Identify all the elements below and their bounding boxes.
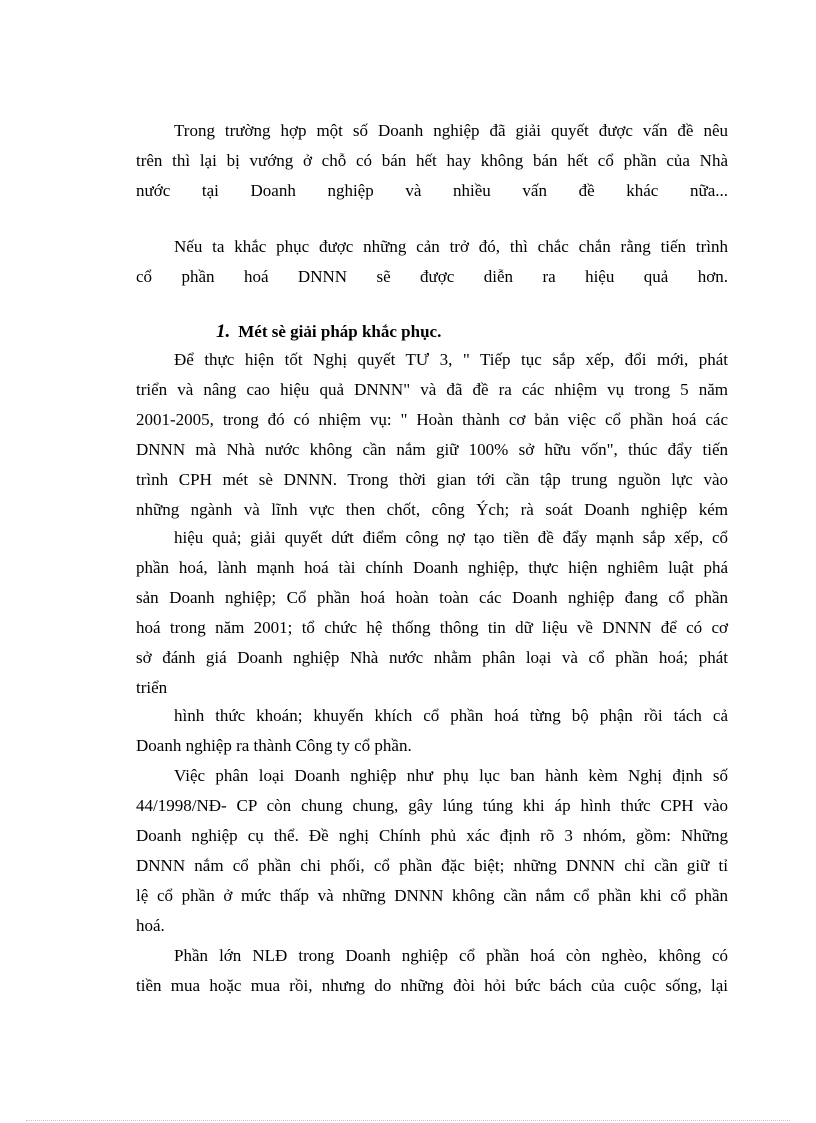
text-line: Việc phân loại Doanh nghiệp như phụ lục ban hành kèm Nghị định số [174,766,728,785]
text-line: hoá. [136,916,165,935]
text-line: hiệu quả; giải quyết dứt điểm công nợ tạo tiền đề đẩy mạnh sắp xếp, cổ [174,528,728,547]
section-heading [216,322,441,342]
text-line: tiền mua hoặc mua rồi, nhưng do những đòi hỏi bức bách của cuộc sống, lại [136,976,728,995]
text-line: trình CPH mét sè DNNN. Trong thời gian tới cần tập trung nguồn lực vào [136,470,728,489]
text-line: cổ phần hoá DNNN sẽ được diễn ra hiệu quả hơn. [136,267,728,286]
text-line: hình thức khoán; khuyến khích cổ phần hoá từng bộ phận rồi tách cả [174,706,728,725]
text-line: triển [136,678,168,697]
text-line: DNNN mà Nhà nước không cần nắm giữ 100% sở hữu vốn", thúc đẩy tiến [136,440,728,459]
text-line: Phần lớn NLĐ trong Doanh nghiệp cổ phần hoá còn nghèo, không có [174,946,728,965]
text-line: sở đánh giá Doanh nghiệp Nhà nước nhằm phân loại và cổ phần hoá; phát [136,648,728,667]
text-line: sản Doanh nghiệp; Cổ phần hoá hoàn toàn các Doanh nghiệp đang cổ phần [136,588,728,607]
text-line: 2001-2005, trong đó có nhiệm vụ: " Hoàn thành cơ bản việc cổ phần hoá các [136,410,728,429]
text-line: Doanh nghiệp ra thành Công ty cổ phần. [136,736,412,755]
text-line: triển và nâng cao hiệu quả DNNN" và đã đề ra các nhiệm vụ trong 5 năm [136,380,728,399]
text-line: DNNN nắm cổ phần chi phối, cổ phần đặc biệt; những DNNN chỉ cần giữ tỉ [136,856,728,875]
text-line: Để thực hiện tốt Nghị quyết TƯ 3, " Tiếp tục sắp xếp, đổi mới, phát [174,350,728,369]
text-line: Trong trường hợp một số Doanh nghiệp đã giải quyết được vấn đề nêu [174,121,728,140]
text-line: phần hoá, lành mạnh hoá tài chính Doanh nghiệp, thực hiện nghiêm luật phá [136,558,728,577]
section-title: Mét sè giải pháp khắc phục. [238,322,442,341]
text-line: Doanh nghiệp cụ thể. Đề nghị Chính phủ xác định rõ 3 nhóm, gồm: Những [136,826,728,845]
text-line: nước tại Doanh nghiệp và nhiều vấn đề khác nữa... [136,181,728,200]
text-line: lệ cổ phần ở mức thấp và những DNNN không cần nắm cổ phần khi cổ phần [136,886,728,905]
page-bottom-border [26,1120,790,1121]
section-number: 1. [216,321,231,342]
text-line: trên thì lại bị vướng ở chỗ có bán hết hay không bán hết cổ phần của Nhà [136,151,728,170]
text-line: hoá trong năm 2001; tổ chức hệ thống thông tin dữ liệu về DNNN để có cơ [136,618,728,637]
text-line: Nếu ta khắc phục được những cản trở đó, thì chắc chắn rằng tiến trình [174,237,728,256]
text-line: 44/1998/NĐ- CP còn chung chung, gây lúng túng khi áp hình thức CPH vào [136,796,728,815]
text-line: những ngành và lĩnh vực then chốt, công Ých; rà soát Doanh nghiệp kém [136,500,728,519]
